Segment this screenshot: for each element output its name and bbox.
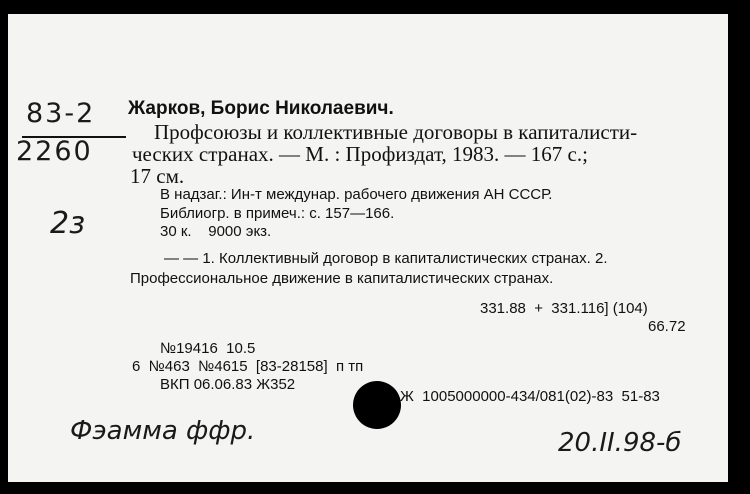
title-line-2: ческих странах. — М. : Профиздат, 1983. — 167 с.; bbox=[132, 142, 588, 166]
title-line-3: 17 см. bbox=[130, 164, 185, 188]
classification-line-1: 331.88 + 331.116] (104) bbox=[480, 300, 648, 317]
note-line-2: Библиогр. в примеч.: с. 157—166. bbox=[160, 205, 395, 222]
note-line-3: 30 к. 9000 экз. bbox=[160, 223, 272, 240]
registry-numbers: 6 №463 №4615 [83-28158] п тп bbox=[132, 358, 364, 375]
punch-hole bbox=[353, 381, 401, 429]
bibliographic-code: Ж 1005000000-434/081(02)-83 51-83 bbox=[400, 388, 660, 405]
author-heading: Жарков, Борис Николаевич. bbox=[128, 98, 394, 119]
call-number-line1: 83-2 bbox=[26, 98, 96, 129]
handwritten-signature: Фэамма ффр. bbox=[70, 416, 256, 446]
classification-line-2: 66.72 bbox=[648, 318, 686, 335]
title-line-1: Профсоюзы и коллективные договоры в капиталисти- bbox=[154, 120, 638, 144]
handwritten-mark: 2з bbox=[50, 206, 86, 241]
call-number-line2: 2260 bbox=[16, 136, 93, 167]
catalog-card bbox=[8, 14, 728, 482]
vkp-line: ВКП 06.06.83 Ж352 bbox=[160, 376, 296, 393]
subjects-line-2: Профессиональное движение в капиталистических странах. bbox=[130, 270, 554, 287]
note-line-1: В надзаг.: Ин-т междунар. рабочего движения АН СССР. bbox=[160, 186, 553, 203]
subjects-line-1: — — 1. Коллективный договор в капиталистических странах. 2. bbox=[164, 250, 608, 267]
accession-number: №19416 10.5 bbox=[160, 340, 256, 357]
handwritten-date: 20.II.98-б bbox=[558, 428, 682, 458]
